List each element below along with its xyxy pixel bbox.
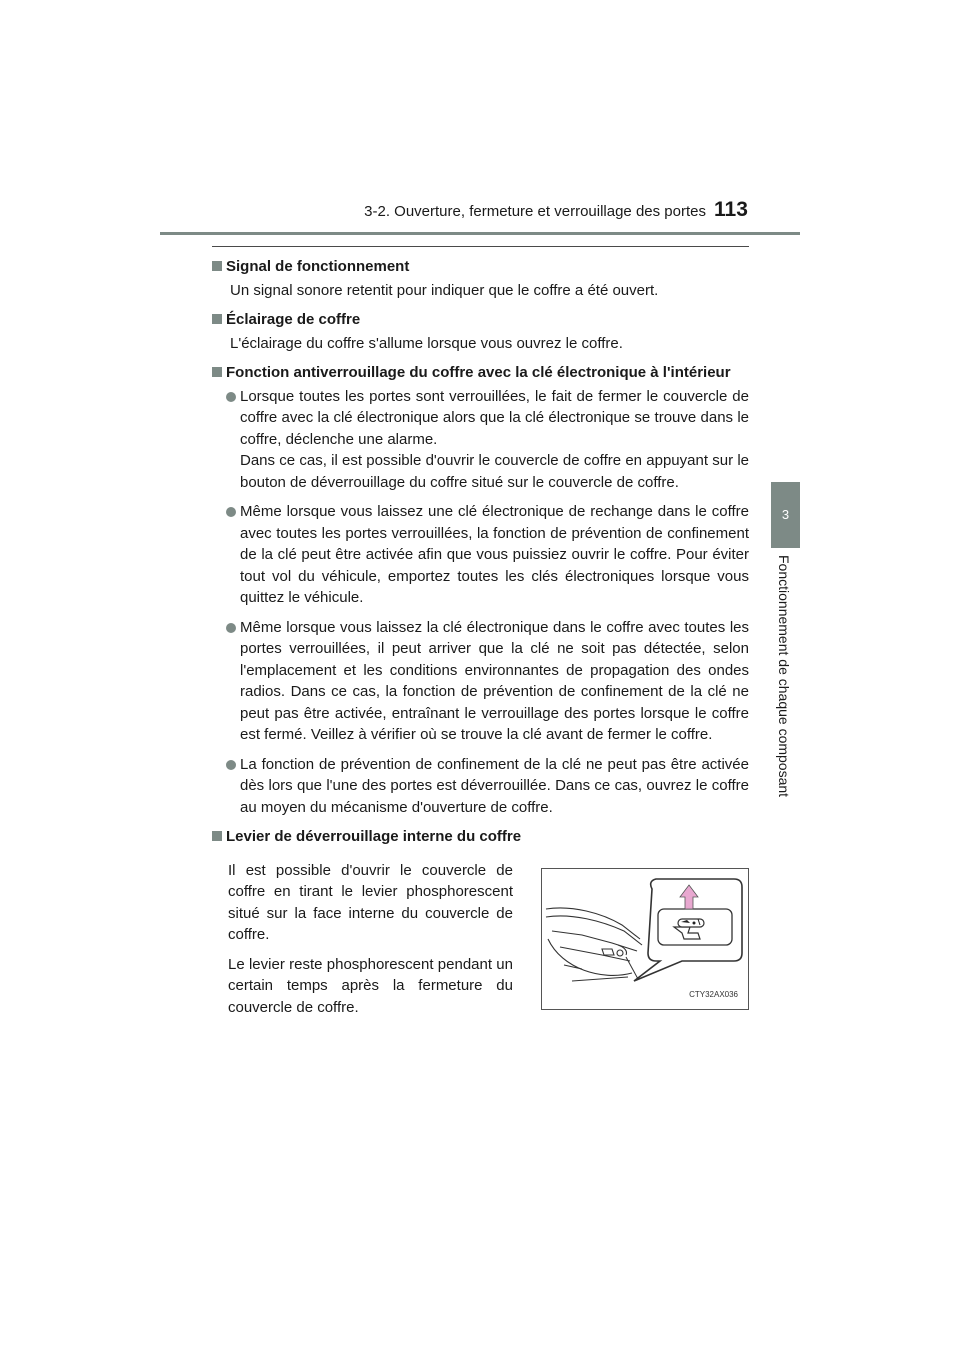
lever-section: [212, 854, 749, 1027]
section-heading-signal: Signal de fonctionnement: [212, 256, 749, 278]
square-bullet-icon: [212, 261, 222, 271]
round-bullet-icon: [226, 392, 236, 402]
list-item: La fonction de prévention de confinement de la clé ne peut pas être activée dès lors que l'une des portes est déverrouillée. Dans ce cas, ouvrez le coffre au moyen du mécanisme d'ouverture de coffre.: [212, 754, 749, 819]
section-text-signal: Un signal sonore retentit pour indiquer que le coffre a été ouvert.: [230, 281, 659, 299]
square-bullet-icon: [212, 831, 222, 841]
header-rule: [160, 232, 800, 235]
section-title: 3-2. Ouverture, fermeture et verrouillage des portes: [364, 203, 706, 220]
round-bullet-icon: [226, 507, 236, 517]
list-item: Lorsque toutes les portes sont verrouillées, le fait de fermer le couvercle de coffre avec la clé électronique alors que la clé électronique se trouve dans le coffre, déclenche une alarme. Dans ce cas, il est possible d'ouvrir le couvercle de coffre en appuyant sur le bouton de déverrouillage du coffre situé sur le couvercle de coffre.: [212, 386, 749, 494]
round-bullet-icon: [226, 760, 236, 770]
content-rule: [212, 246, 749, 247]
trunk-lever-figure: [541, 868, 749, 1010]
section-heading-antiverrouillage: Fonction antiverrouillage du coffre avec la clé électronique à l'intérieur: [212, 362, 749, 384]
chapter-tab: 3: [771, 482, 800, 548]
lever-description: Il est possible d'ouvrir le couvercle de coffre en tirant le levier phosphorescent situé sur la face interne du couvercle de coffre. Le levier reste phosphorescent pendant un certain temps après la fermeture du couvercle de coffre.: [228, 861, 513, 1016]
section-heading-eclairage: Éclairage de coffre: [212, 309, 749, 331]
list-item: Même lorsque vous laissez une clé électronique de rechange dans le coffre avec toutes les portes verrouillées, la fonction de prévention de confinement de la clé peut être activée afin que vous puissiez ouvrir le coffre. Pour éviter tout vol du véhicule, emportez toutes les clés électroniques lorsque vous quittez le véhicule.: [212, 501, 749, 609]
round-bullet-icon: [226, 623, 236, 633]
page-number: 113: [714, 198, 748, 221]
square-bullet-icon: [212, 314, 222, 324]
square-bullet-icon: [212, 367, 222, 377]
car-rear-icon: [546, 907, 642, 980]
chapter-label: Fonctionnement de chaque composant: [776, 555, 792, 798]
list-item: Même lorsque vous laissez la clé électronique dans le coffre avec toutes les portes verrouillées, il peut arriver que la clé ne soit pas détectée, selon l'emplacement et les conditions environnantes de propagation des ondes radios. Dans ce cas, la fonction de prévention de confinement de la clé ne peut pas être activée, entraînant le verrouillage des portes lorsque le coffre est fermé. Veillez à vérifier où se trouve la clé avant de fermer le coffre.: [212, 617, 749, 746]
figure-code: CTY32AX036: [689, 990, 738, 999]
section-heading-levier: Levier de déverrouillage interne du coffre: [212, 826, 749, 848]
section-text-eclairage: L'éclairage du coffre s'allume lorsque vous ouvrez le coffre.: [230, 334, 623, 352]
main-content: [212, 256, 749, 1026]
